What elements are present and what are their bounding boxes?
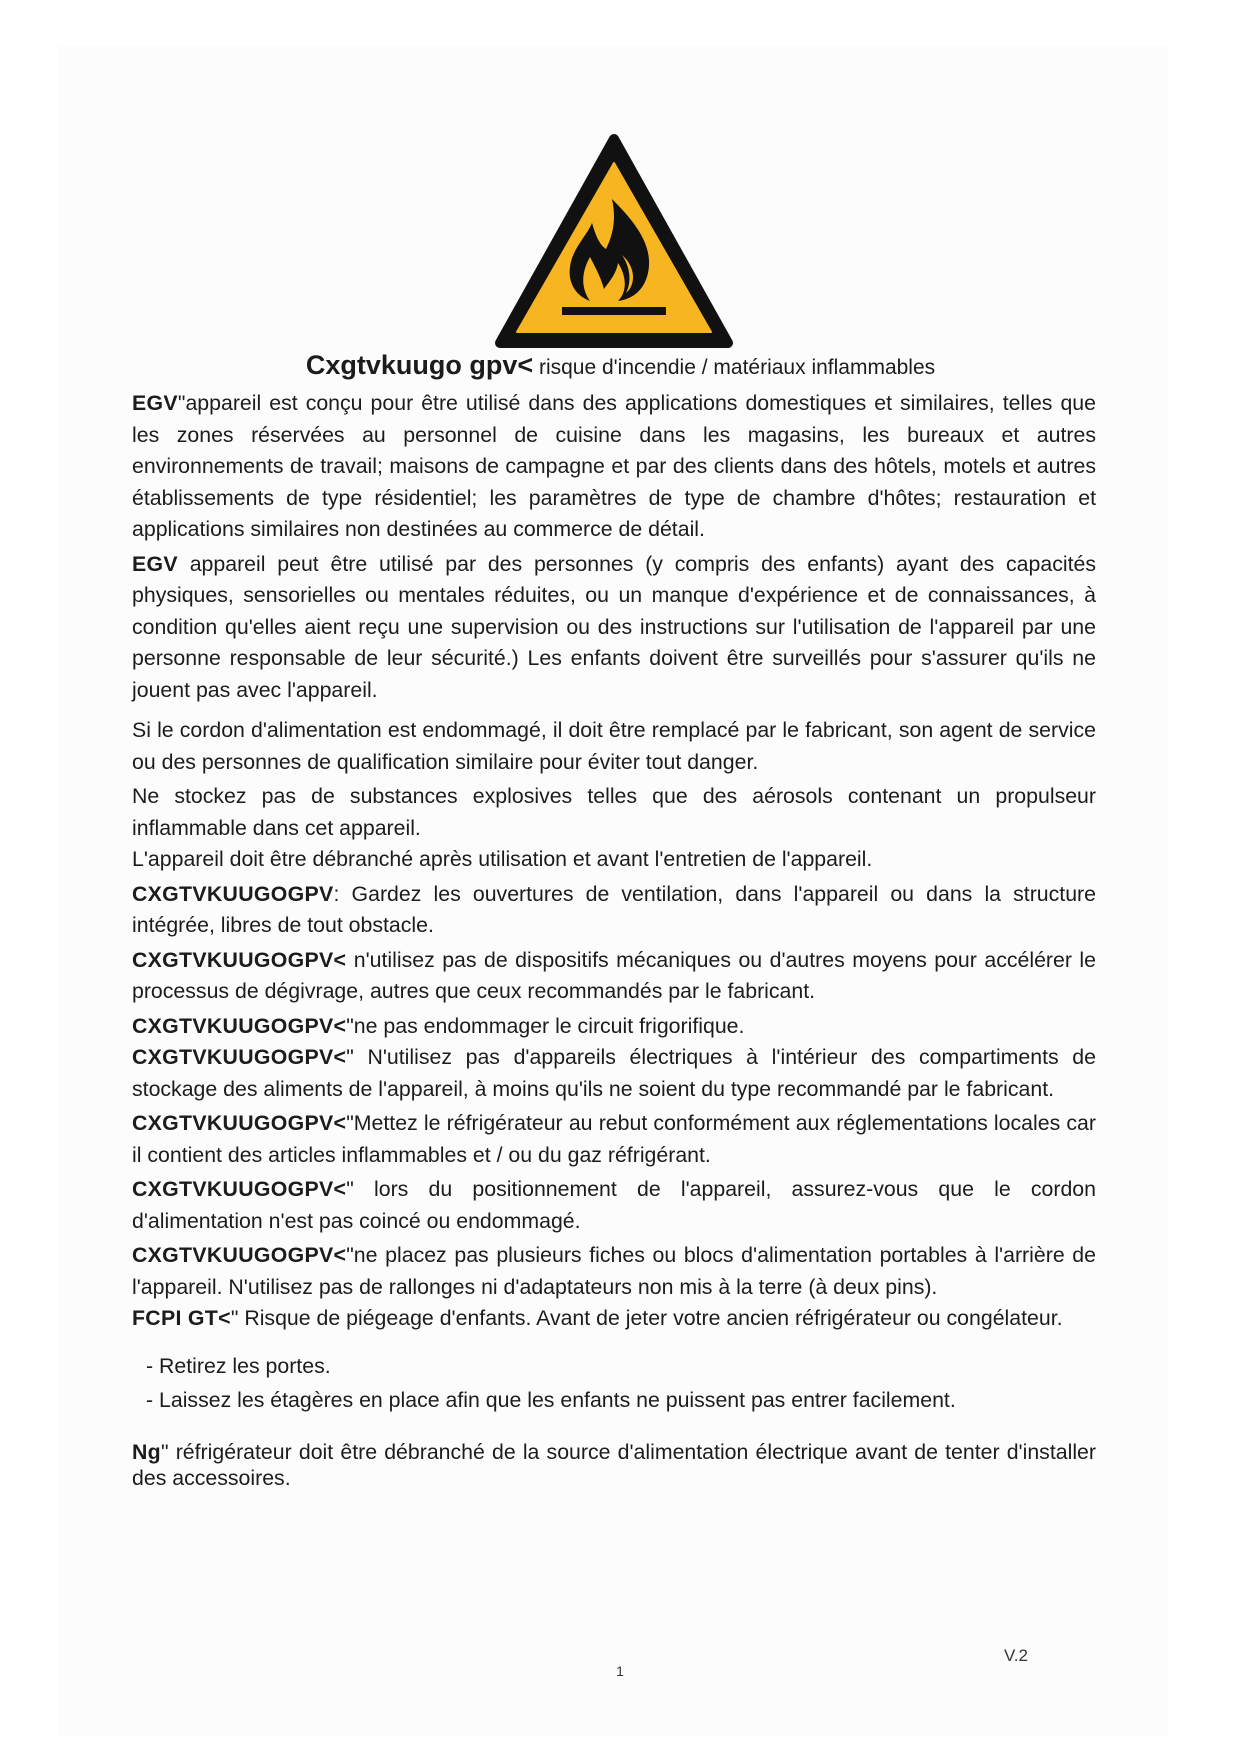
list-item: - Laissez les étagères en place afin que les enfants ne puissent pas entrer facilement.	[146, 1387, 956, 1412]
paragraph-electrical-devices	[132, 1042, 1096, 1105]
paragraph-explosives	[132, 781, 1096, 844]
paragraph-text: "ne placez pas plusieurs fiches ou blocs d'alimentation portables à l'arrière de l'appareil. N'utilisez pas de rallonges ni d'adaptateurs non mis à la terre (à deux pins).	[132, 1243, 1096, 1299]
paragraph-power-cord	[132, 715, 1096, 778]
paragraph-text: "ne pas endommager le circuit frigorifique.	[346, 1013, 745, 1038]
paragraph-label: CXGTVKUUGOGPV<	[132, 1111, 347, 1135]
paragraph-label: CXGTVKUUGOGPV<	[132, 947, 347, 972]
paragraph-label: CXGTVKUUGOGPV	[132, 881, 334, 906]
paragraph-multiple-sockets	[132, 1240, 1096, 1303]
paragraph-text: " réfrigérateur doit être débranché de la source d'alimentation électrique avant de tenter d'installer des accessoires.	[132, 1439, 1096, 1490]
paragraph-ventilation	[132, 879, 1096, 942]
paragraph-text: appareil peut être utilisé par des personnes (y compris des enfants) ayant des capacités physiques, sensorielles ou mentales réduites, ou un manque d'expérience et de connaissances, à condition qu'elles aient reçu une supervision ou des instructions sur l'utilisation de l'appareil par une personne responsable de leur sécurité.) Les enfants doivent être surveillés pour s'assurer qu'ils ne jouent pas avec l'appareil.	[132, 551, 1096, 702]
paragraph-positioning	[132, 1174, 1096, 1237]
warning-heading-label: Cxgtvkuugo gpv<	[305, 350, 534, 380]
paragraph-label: CXGTVKUUGOGPV<	[132, 1177, 347, 1201]
warning-heading-title: risque d'incendie / matériaux inflammables	[538, 356, 936, 379]
paragraph-text: Si le cordon d'alimentation est endommagé, il doit être remplacé par le fabricant, son agent de service ou des personnes de qualification similaire pour éviter tout danger.	[132, 718, 1096, 774]
list-item: - Retirez les portes.	[146, 1353, 331, 1378]
paragraph-supervision	[132, 549, 1096, 707]
paragraph-label: CXGTVKUUGOGPV<	[132, 1045, 347, 1069]
paragraph-text: : Gardez les ouvertures de ventilation, dans l'appareil ou dans la structure intégrée, libres de tout obstacle.	[132, 881, 1096, 937]
paragraph-label: FCPI GT<	[132, 1306, 231, 1330]
paragraph-text: Ne stockez pas de substances explosives telles que des aérosols contenant un propulseur inflammable dans cet appareil.	[132, 784, 1096, 840]
warning-heading	[0, 350, 1241, 381]
flammable-warning-icon	[494, 133, 734, 351]
paragraph-label: Ng	[132, 1439, 161, 1464]
paragraph-label: EGV	[132, 391, 178, 415]
paragraph-label: CXGTVKUUGOGPV<	[132, 1013, 347, 1038]
paragraph-child-entrapment	[132, 1303, 1096, 1335]
version-label: V.2	[1004, 1646, 1028, 1665]
page-number: 1	[616, 1663, 624, 1679]
paragraph-accessories	[132, 1439, 1096, 1491]
paragraph-label: EGV	[132, 551, 178, 576]
paragraph-refrigerant-circuit	[132, 1011, 1096, 1043]
paragraph-text: "Mettez le réfrigérateur au rebut conformément aux réglementations locales car il contient des articles inflammables et / ou du gaz réfrigérant.	[132, 1111, 1096, 1167]
paragraph-intended-use	[132, 388, 1096, 546]
paragraph-text: " lors du positionnement de l'appareil, assurez-vous que le cordon d'alimentation n'est pas coincé ou endommagé.	[132, 1177, 1096, 1233]
paragraph-unplug	[132, 844, 1096, 876]
paragraph-disposal	[132, 1108, 1096, 1171]
paragraph-text: n'utilisez pas de dispositifs mécaniques ou d'autres moyens pour accélérer le processus de dégivrage, autres que ceux recommandés par le fabricant.	[132, 947, 1096, 1003]
paragraph-text: " Risque de piégeage d'enfants. Avant de jeter votre ancien réfrigérateur ou congélateur.	[230, 1306, 1063, 1330]
paragraph-defrost	[132, 945, 1096, 1008]
paragraph-text: "appareil est conçu pour être utilisé dans des applications domestiques et similaires, telles que les zones réservées au personnel de cuisine dans les magasins, les bureaux et autres environnements de travail; maisons de campagne et par des clients dans des hôtels, motels et autres établissements de type résidentiel; les paramètres de type de chambre d'hôtes; restauration et applications similaires non destinées au commerce de détail.	[132, 391, 1096, 541]
instructions-body	[132, 388, 1096, 1491]
paragraph-label: CXGTVKUUGOGPV<	[132, 1243, 347, 1267]
paragraph-text: L'appareil doit être débranché après utilisation et avant l'entretien de l'appareil.	[132, 847, 873, 871]
paragraph-text: " N'utilisez pas d'appareils électriques à l'intérieur des compartiments de stockage des aliments de l'appareil, à moins qu'ils ne soient du type recommandé par le fabricant.	[132, 1045, 1096, 1101]
disposal-steps-list	[146, 1349, 1096, 1417]
